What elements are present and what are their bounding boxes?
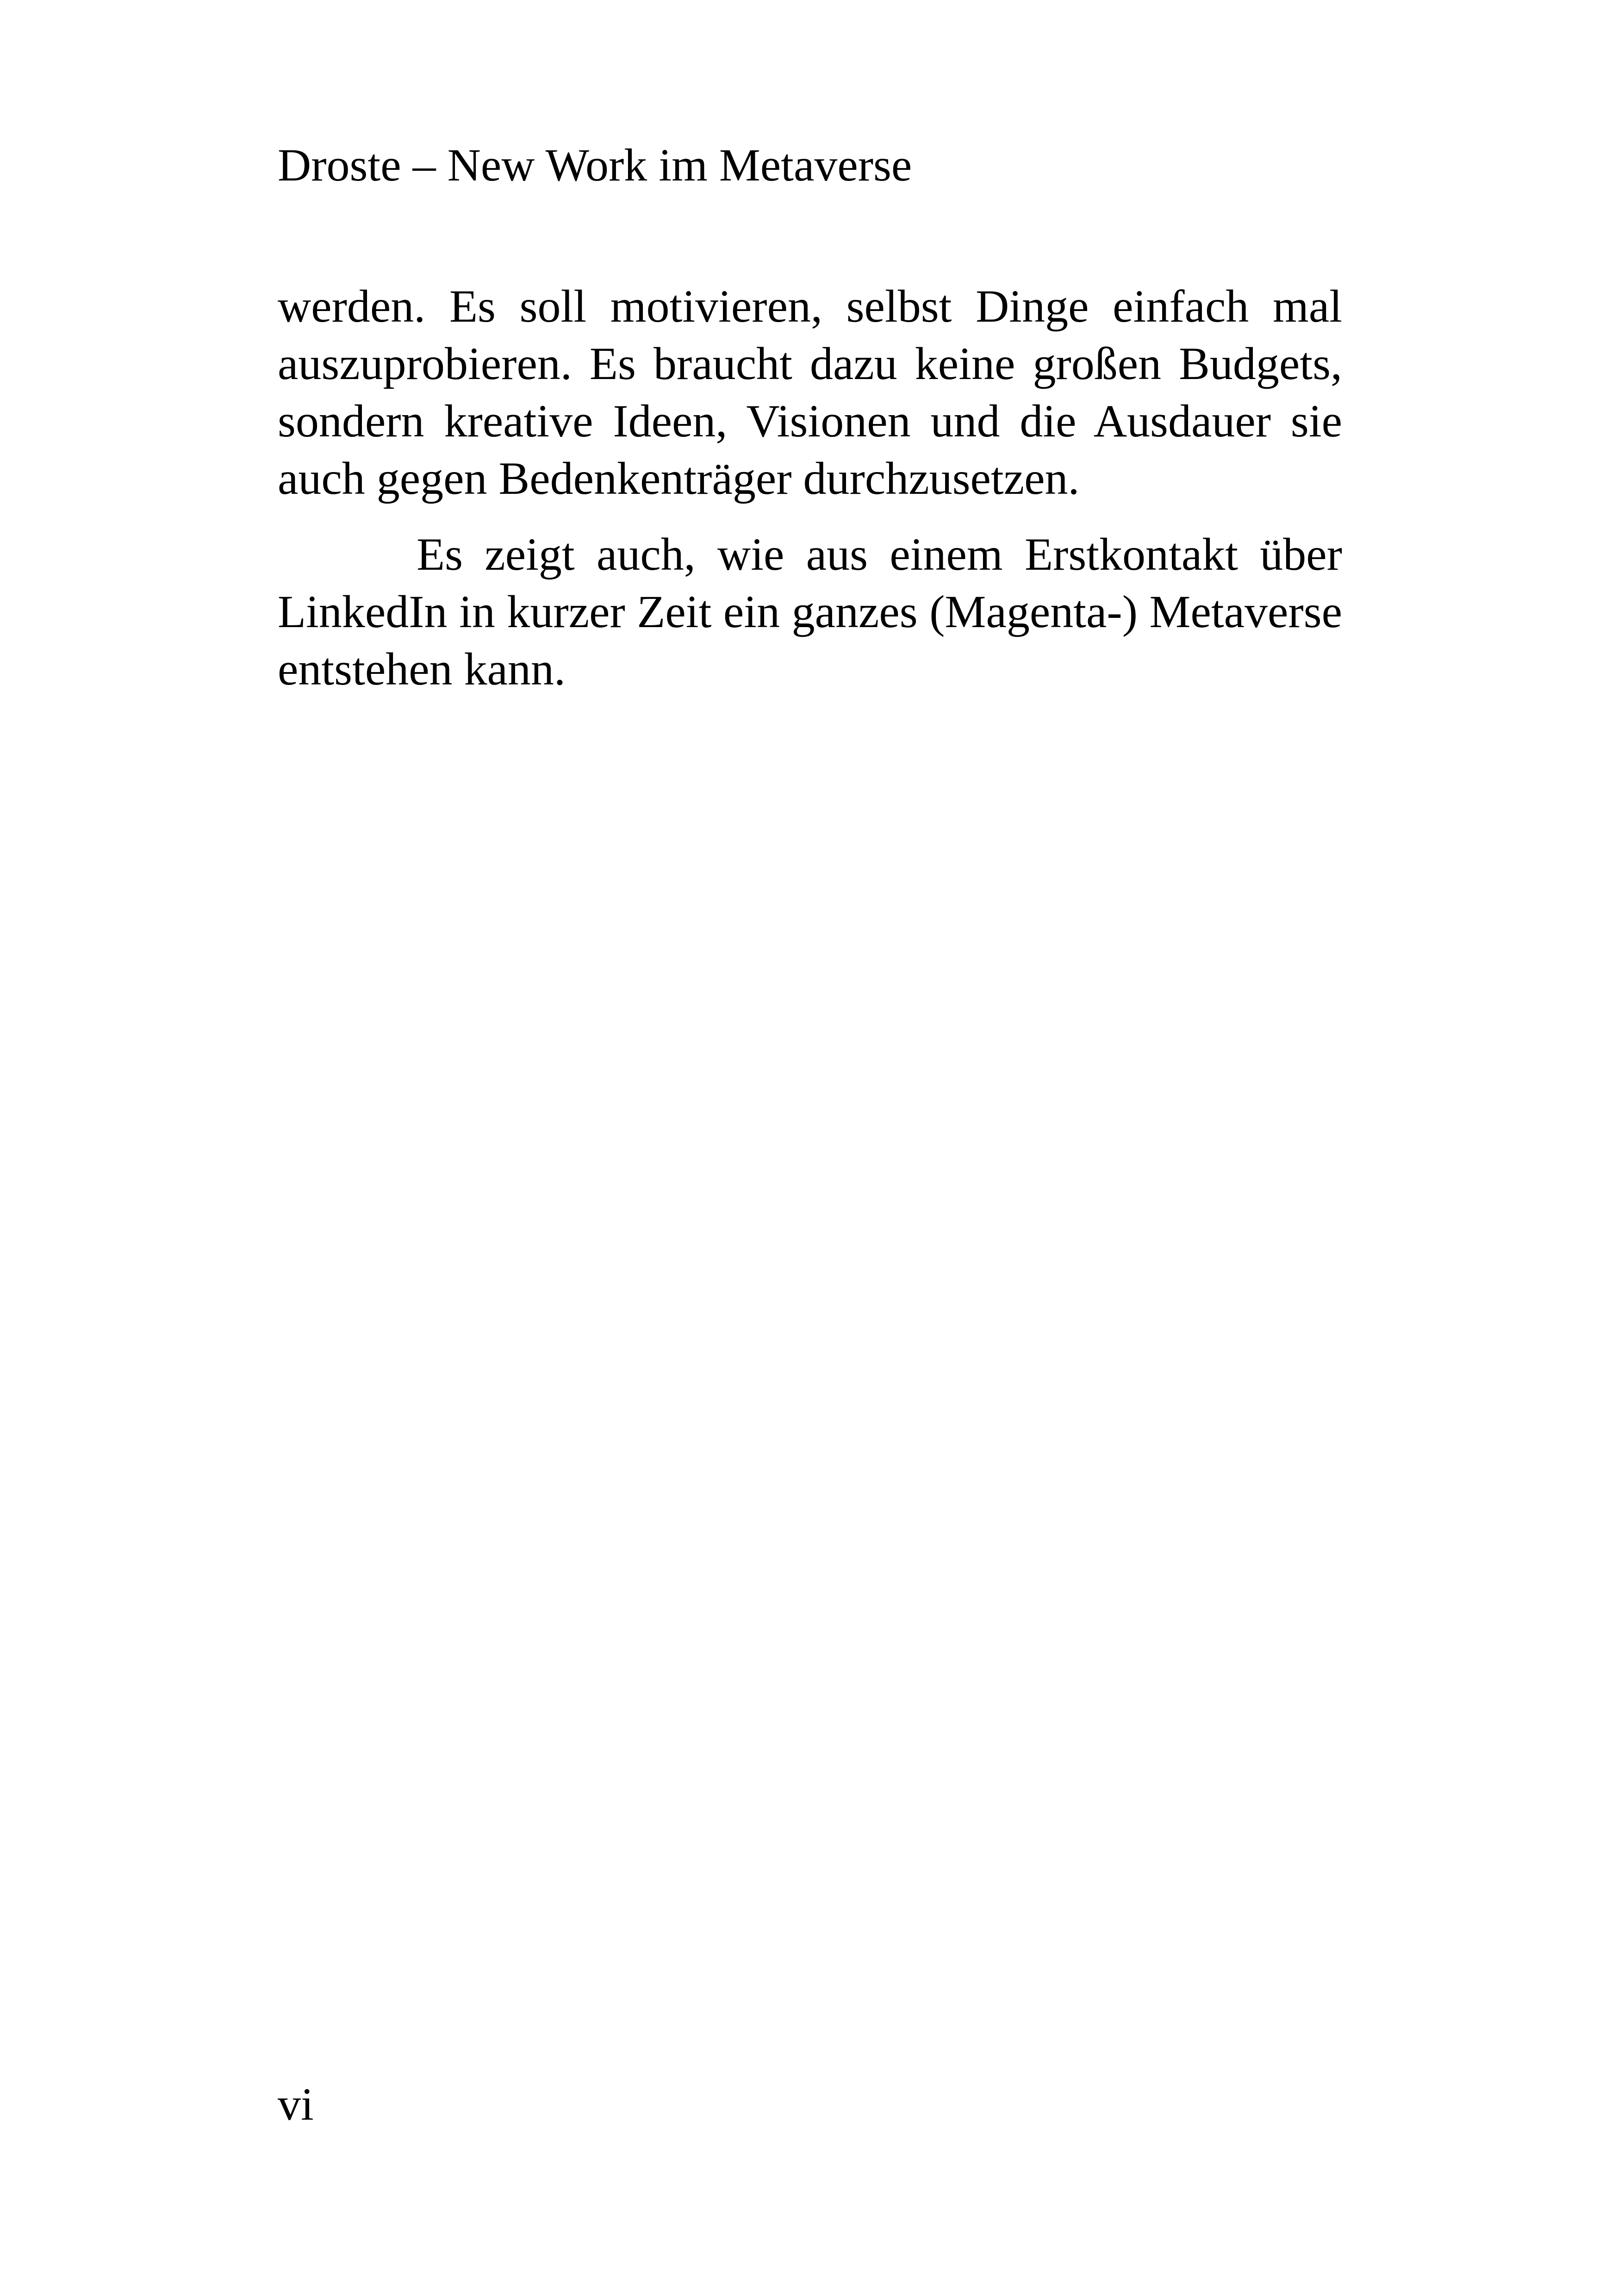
body-text xyxy=(278,278,1342,698)
running-header: Droste – New Work im Metaverse xyxy=(278,139,912,191)
paragraph-2: Es zeigt auch, wie aus einem Erstkontakt über LinkedIn in kurzer Zeit ein ganzes (Magenta-) Metaverse entstehen kann. xyxy=(278,529,1342,695)
paragraph-1: werden. Es soll motivieren, selbst Dinge einfach mal auszuprobieren. Es braucht dazu keine großen Budgets, sondern kreative Ideen, Visionen und die Ausdauer sie auch gegen Bedenkenträger durchzusetzen. xyxy=(278,280,1342,504)
page-number: vi xyxy=(278,2078,314,2130)
